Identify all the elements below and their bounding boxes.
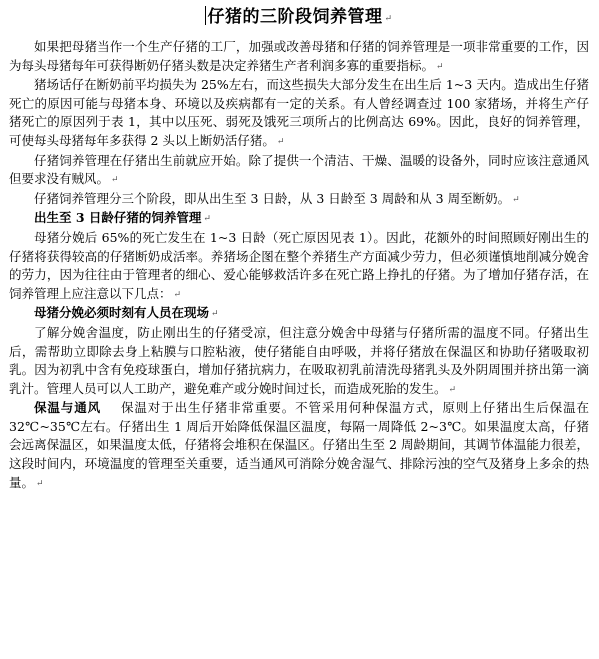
body-paragraph [9, 190, 589, 210]
body-paragraph [9, 38, 589, 76]
paragraph-text: 猪场话仔在断奶前平均损失为 25%左右，而这些损失大部分发生在出生后 1~3 天内。造成出生仔猪死亡的原因可能与母猪本身、环境以及疾病都有一定的关系。有人曾经调查过 100 家猪场，并将生产仔猪死亡的原因列于表 1，其中以压死、弱死及饿死三项所占的比例高达 69%。因此，良好的饲养管理，可使每头母猪每年多获得 2 头以上断奶活仔猪。 [9, 77, 589, 148]
paragraph-text: 了解分娩舍温度，防止刚出生的仔猪受凉，但注意分娩舍中母猪与仔猪所需的温度不同。仔猪出生后，需帮助立即除去身上粘膜与口腔粘液，使仔猪能自由呼吸，并将仔猪放在保温区和协助仔猪吸取初乳。因为初乳中含有免疫球蛋白，增加仔猪抗病力，在吸取初乳前清洗母猪乳头及外阴周围并挤出第一滴乳汁。管理人员可以人工助产，避免难产或分娩时间过长，而造成死胎的发生。 [9, 324, 589, 396]
paragraph-text: 如果把母猪当作一个生产仔猪的工厂，加强或改善母猪和仔猪的饲养管理是一项非常重要的工作，因为每头母猪每年可获得断奶仔猪头数是决定养猪生产者利润多寡的重要指标。 [9, 39, 589, 73]
paragraph-mark-icon: ↵ [276, 136, 285, 147]
paragraph-text: 仔猪饲养管理在仔猪出生前就应开始。除了提供一个清洁、干燥、温暖的设备外，同时应该注意通风但要求没有贼风。 [9, 152, 589, 187]
section-heading-text: 母猪分娩必须时刻有人员在现场 [34, 305, 210, 321]
body-paragraph [9, 76, 589, 151]
paragraph-mark-icon: ↵ [211, 309, 219, 320]
paragraph-mark-icon: ↵ [203, 214, 211, 225]
paragraph-mark-icon: ↵ [36, 478, 44, 489]
document-title-text: 仔猪的三阶段饲养管理 [207, 7, 383, 27]
paragraph-mark-icon: ↵ [436, 61, 444, 72]
body-paragraph [9, 399, 589, 493]
paragraph-mark-icon: ↵ [111, 175, 119, 186]
body-paragraph [9, 152, 589, 190]
section-heading [9, 304, 589, 324]
paragraph-text: 母猪分娩后 65%的死亡发生在 1~3 日龄（死亡原因见表 1）。因此，花额外的时间照顾好刚出生的仔猪将获得较高的仔猪断奶成活率。养猪场企图在整个养猪生产方面减少劳力，但必须谨慎地削减分娩舍的劳力，因为往往由于管理者的细心、爱心能够救活许多在死亡路上挣扎的仔猪。为了增加仔猪存活，在饲养管理上应注意以下几点： [9, 229, 589, 301]
paragraph-mark-icon: ↵ [173, 289, 182, 300]
section-heading [9, 209, 589, 229]
section-heading-text: 出生至 3 日龄仔猪的饲养管理 [34, 210, 202, 226]
paragraph-text: 仔猪饲养管理分三个阶段，即从出生至 3 日龄，从 3 日龄至 3 周龄和从 3 周至断奶。 [34, 190, 511, 206]
paragraph-mark-icon: ↵ [512, 194, 520, 205]
body-paragraph [9, 229, 589, 304]
body-paragraph [9, 324, 589, 399]
paragraph-mark-icon: ↵ [448, 384, 457, 395]
paragraph-mark-icon: ↵ [384, 14, 393, 24]
inline-section-heading: 保温与通风 [34, 400, 101, 416]
paragraph-text: 保温对于出生仔猪非常重要。不管采用何种保温方式，原则上仔猪出生后保温在 32℃~35℃左右。仔猪出生 1 周后开始降低保温区温度，每隔一周降低 2~3℃。如果温度太高，仔猪会远离保温区，如果温度太低，仔猪将会堆积在保温区。仔猪出生至 2 周龄期间，其调节体温能力很差，这段时间内，环境温度的管理至关重要，适当通风可消除分娩舍湿气、排除污浊的空气及猪身上多余的热量。 [9, 400, 589, 490]
document-title [9, 6, 589, 30]
